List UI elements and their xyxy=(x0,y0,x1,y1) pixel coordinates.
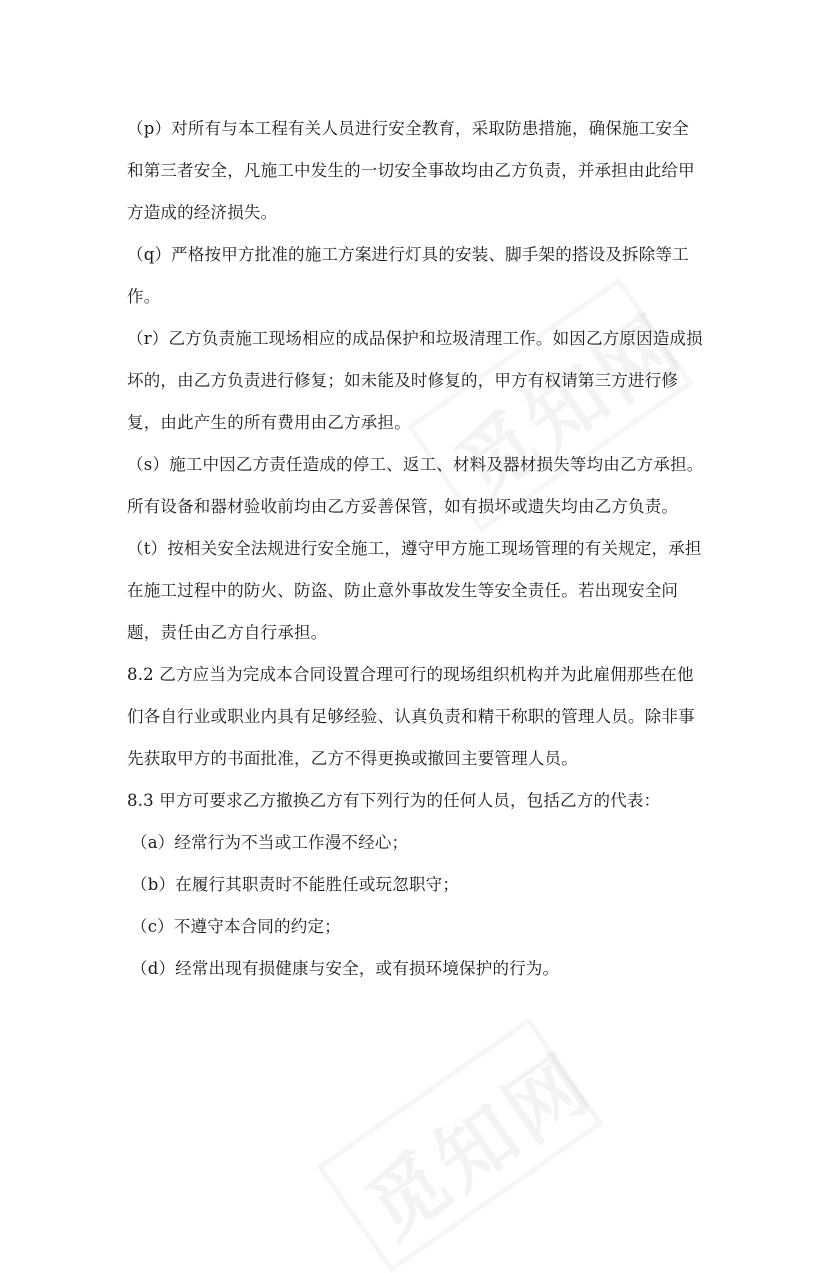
section-8-2-line-3: 先获取甲方的书面批准，乙方不得更换或撤回主要管理人员。 xyxy=(127,749,578,768)
item-c-line-1: （c）不遵守本合同的约定； xyxy=(131,917,341,936)
clause-t-line-2: 在施工过程中的防火、防盗、防止意外事故发生等安全责任。若出现安全问 xyxy=(127,581,679,600)
section-8-2-line-2: 们各自行业或职业内具有足够经验、认真负责和精干称职的管理人员。除非事 xyxy=(127,707,695,726)
clause-r-line-3: 复，由此产生的所有费用由乙方承担。 xyxy=(127,413,411,432)
clause-q-line-1: （q）严格按甲方批准的施工方案进行灯具的安装、脚手架的搭设及拆除等工 xyxy=(127,245,689,264)
item-c xyxy=(127,906,707,948)
item-a xyxy=(127,822,707,864)
item-d xyxy=(127,948,707,990)
clause-t-line-3: 题，责任由乙方自行承担。 xyxy=(127,623,328,642)
clause-p-line-1: （p）对所有与本工程有关人员进行安全教育，采取防患措施，确保施工安全 xyxy=(127,119,689,138)
watermark-frame-lower xyxy=(316,1017,604,1273)
clause-t xyxy=(127,528,707,654)
watermark-lower xyxy=(341,1023,612,1259)
clause-q xyxy=(127,234,707,318)
clause-t-line-1: （t）按相关安全法规进行安全施工，遵守甲方施工现场管理的有关规定，承担 xyxy=(127,539,702,558)
item-d-line-1: （d）经常出现有损健康与安全，或有损环境保护的行为。 xyxy=(131,959,560,978)
section-8-3-line-1: 8.3 甲方可要求乙方撤换乙方有下列行为的任何人员，包括乙方的代表： xyxy=(127,791,661,810)
clause-s xyxy=(127,444,707,528)
clause-s-line-2: 所有设备和器材验收前均由乙方妥善保管，如有损坏或遗失均由乙方负责。 xyxy=(127,497,679,516)
clause-r-line-1: （r）乙方负责施工现场相应的成品保护和垃圾清理工作。如因乙方原因造成损 xyxy=(127,329,703,348)
clause-r xyxy=(127,318,707,444)
section-8-2-line-1: 8.2 乙方应当为完成本合同设置合理可行的现场组织机构并为此雇佣那些在他 xyxy=(127,665,694,684)
item-b-line-1: （b）在履行其职责时不能胜任或玩忽职守； xyxy=(131,875,460,894)
document-body xyxy=(127,108,707,990)
clause-r-line-2: 坏的，由乙方负责进行修复；如未能及时修复的，甲方有权请第三方进行修 xyxy=(127,371,679,390)
item-a-line-1: （a）经常行为不当或工作漫不经心； xyxy=(131,833,409,852)
item-b xyxy=(127,864,707,906)
section-8-3 xyxy=(127,780,707,822)
clause-q-line-2: 作。 xyxy=(127,287,161,306)
clause-p-line-3: 方造成的经济损失。 xyxy=(127,203,278,222)
clause-p-line-2: 和第三者安全，凡施工中发生的一切安全事故均由乙方负责，并承担由此给甲 xyxy=(127,161,695,180)
clause-p xyxy=(127,108,707,234)
section-8-2 xyxy=(127,654,707,780)
clause-s-line-1: （s）施工中因乙方责任造成的停工、返工、材料及器材损失等均由乙方承担。 xyxy=(127,455,704,474)
